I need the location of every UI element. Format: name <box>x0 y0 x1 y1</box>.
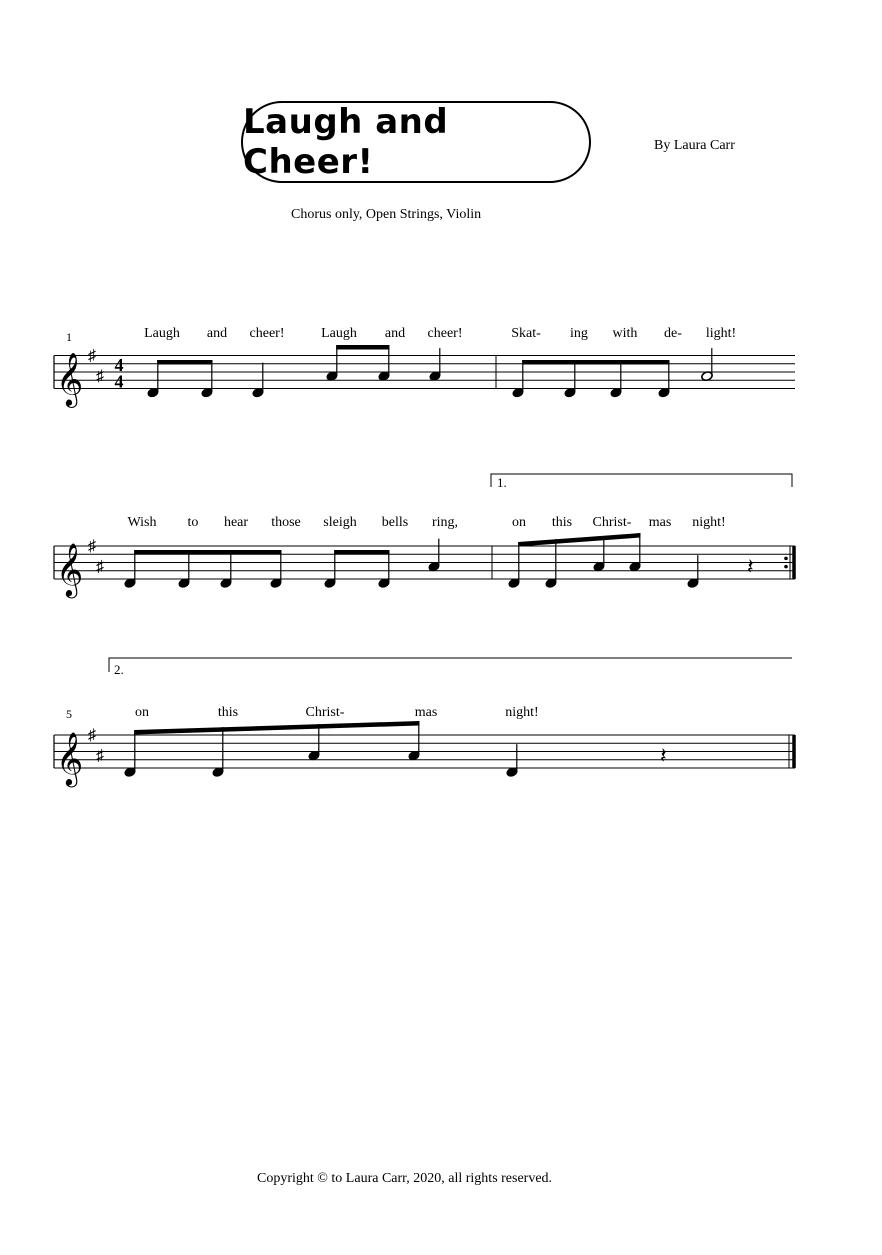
song-title: Laugh and Cheer! <box>243 102 449 182</box>
lyric: on <box>512 515 526 530</box>
lyric: on <box>135 705 149 720</box>
lyric: sleigh <box>323 515 357 530</box>
lyric: with <box>612 326 638 341</box>
sharp-c: ♯ <box>96 368 104 386</box>
measure-number: 1 <box>66 330 72 344</box>
volta-bracket <box>109 658 792 672</box>
quarter-rest: 𝄽 <box>747 554 754 580</box>
composer: By Laura Carr <box>654 138 735 153</box>
quarter-rest: 𝄽 <box>660 743 667 769</box>
lyric: mas <box>414 705 438 720</box>
lyric: and <box>206 326 228 341</box>
lyric: cheer! <box>249 326 285 341</box>
copyright: Copyright © to Laura Carr, 2020, all rights reserved. <box>257 1171 553 1186</box>
lyric: hear <box>223 515 249 530</box>
treble-clef: 𝄞 <box>56 542 84 596</box>
beam <box>157 360 212 365</box>
subtitle: Chorus only, Open Strings, Violin <box>291 207 482 222</box>
lyric: Christ- <box>592 515 632 530</box>
beam <box>518 533 640 547</box>
lyric: bells <box>381 515 409 530</box>
lyric: Skat- <box>511 326 541 341</box>
beam <box>134 550 281 555</box>
lyric: Laugh <box>144 326 180 341</box>
time-sig-bottom: 4 <box>114 371 124 392</box>
lyric: this <box>217 705 239 720</box>
lyric: ring, <box>431 515 459 530</box>
lyric: to <box>187 515 199 530</box>
beam <box>334 550 389 555</box>
repeat-dot <box>784 565 788 569</box>
lyric: Wish <box>127 515 157 530</box>
volta-label: 1. <box>497 475 507 490</box>
treble-clef: 𝄞 <box>56 351 84 406</box>
beam <box>336 345 389 350</box>
lyric: night! <box>692 515 726 530</box>
repeat-dot <box>784 557 788 561</box>
beam <box>134 721 419 735</box>
sharp-f: ♯ <box>88 538 96 555</box>
volta-label: 2. <box>114 662 124 677</box>
lyric: night! <box>505 705 539 720</box>
sharp-f: ♯ <box>88 347 96 365</box>
lyric: de- <box>664 326 682 341</box>
lyric: cheer! <box>427 326 463 341</box>
lyric: mas <box>648 515 672 530</box>
lyric: Laugh <box>321 326 357 341</box>
lyric: ing <box>570 326 588 341</box>
lyric: Christ- <box>305 705 345 720</box>
measure-number: 5 <box>66 707 72 721</box>
lyric: light! <box>705 326 737 341</box>
lyric: those <box>271 515 301 530</box>
sharp-f: ♯ <box>88 727 96 744</box>
beam <box>522 360 669 365</box>
lyric: this <box>551 515 573 530</box>
volta-bracket <box>491 474 792 487</box>
lyric: and <box>384 326 406 341</box>
sharp-c: ♯ <box>96 558 104 576</box>
time-sig-top: 4 <box>114 355 124 375</box>
treble-clef: 𝄞 <box>56 731 84 785</box>
sharp-c: ♯ <box>96 747 104 765</box>
